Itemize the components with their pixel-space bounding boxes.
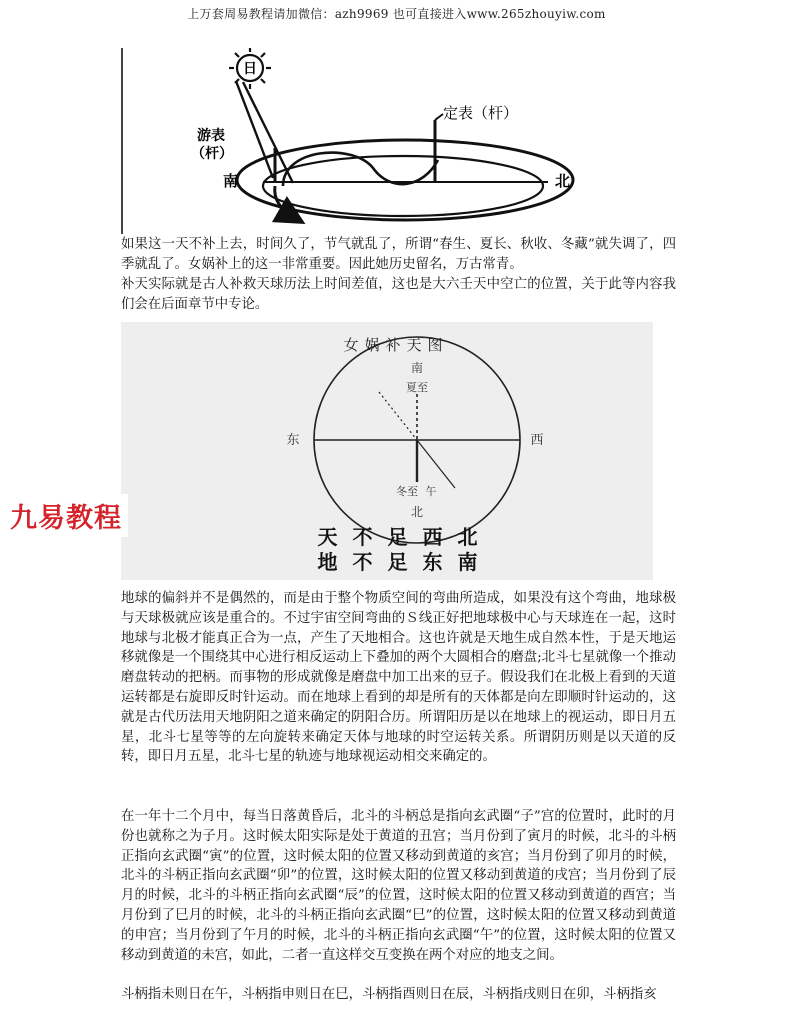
tilt-solid-line (417, 440, 455, 488)
fixed-pole-leader (435, 114, 443, 120)
west-label: 西 (530, 433, 544, 448)
moving-pole-label-sub: （杆） (191, 146, 233, 162)
fixed-pole-label: 定表（杆） (443, 104, 519, 122)
sun-label: 日 (243, 61, 257, 77)
verse-line-2: 地不足东南 (317, 550, 493, 574)
verse-line-1: 天不足西北 (317, 525, 493, 549)
south-label: 南 (223, 172, 239, 190)
summer-solstice-label: 夏至 (406, 381, 428, 394)
page-header: 上万套周易教程请加微信：azh9969 也可直接进入www.265zhouyiw.com (187, 7, 606, 21)
inner-ellipse (263, 156, 543, 216)
noon-label: 午 (425, 485, 437, 498)
figure-title: 女娲补天图 (343, 336, 449, 354)
paragraph-3: 地球的偏斜并不是偶然的，而是由于整个物质空间的弯曲所造成，如果没有这个弯曲，地球极与天球极就应该是重合的。不过宇宙空间弯曲的Ｓ线正好把地球极中心与天球连在一起，这时地球与北极才能真正合为一点，产生了天地相合。这也许就是天地生成自然本性，于是天地运移就像是一个围绕其中心进行相反运动上下叠加的两个大圆相合的磨盘;北斗七星就像一个推动磨盘转动的把柄。而事物的形成就像是磨盘中加工出来的豆子。假设我们在北极上看到的天道运转都是右旋即反时针运动。而在地球上看到的却是所有的天体都是向左即顺时针运动的，这就是古代历法用天地阴阳之道来确定的阴阳合历。所谓阳历是以在地球上的视运动，即日月五星，北斗七星等等的左向旋转来确定天体与地球的时空运转关系。所谓阴历则是以天道的反转，即日月五星，北斗七星的轨迹与地球视运动相交来确定的。 (121, 591, 676, 765)
tilt-dashed-line (379, 392, 417, 440)
paragraph-4: 在一年十二个月中，每当日落黄昏后，北斗的斗柄总是指向玄武圈“子”宫的位置时，此时的月份也就称之为子月。这时候太阳实际是处于黄道的丑宫；当月份到了寅月的时候，北斗的斗柄正指向玄武圈“寅”的位置，这时候太阳的位置又移动到黄道的亥宫；当月份到了卯月的时候，北斗的斗柄正指向玄武圈“卯”的位置，这时候太阳的位置又移动到黄道的戌宫；当月份到了辰月的时候，北斗的斗柄正指向玄武圈“辰”的位置，这时候太阳的位置又移动到黄道的酉宫；当月份到了巳月的时候，北斗的斗柄正指向玄武圈“巳”的位置，这时候太阳的位置又移动到黄道的申宫；当月份到了午月的时候，北斗的斗柄正指向玄武圈“午”的位置，这时候太阳的位置又移动到黄道的未宫，如此，二者一直这样交互变换在两个对应的地支之间。 (121, 809, 676, 963)
paragraph-1: 如果这一天不补上去，时间久了，节气就乱了，所谓“春生、夏长、秋收、冬藏”就失调了，四季就乱了。女娲补上的这一非常重要。因此她历史留名，万古常青。 (121, 237, 676, 272)
nuwa-diagram-svg (121, 322, 653, 580)
watermark-logo: 九易教程 (4, 494, 128, 537)
paragraph-5: 斗柄指未则日在午，斗柄指申则日在巳，斗柄指酉则日在辰，斗柄指戌则日在卯，斗柄指亥 (121, 987, 657, 1002)
winter-solstice-label: 冬至 (396, 485, 418, 498)
east-label: 东 (286, 433, 300, 448)
north-label: 北 (555, 172, 571, 190)
gnomon-diagram-svg (123, 48, 675, 234)
moving-pole-label: 游表 (197, 128, 225, 144)
paragraph-2: 补天实际就是古人补救天球历法上时间差值，这也是大六壬天中空亡的位置，关于此等内容我们会在后面章节中专论。 (121, 277, 676, 312)
gnomon-diagram (121, 48, 675, 234)
south-label: 南 (410, 361, 424, 375)
north-label: 北 (410, 505, 424, 519)
s-curve (283, 153, 438, 186)
nuwa-diagram (121, 322, 653, 580)
orbit-ellipse (237, 140, 573, 220)
